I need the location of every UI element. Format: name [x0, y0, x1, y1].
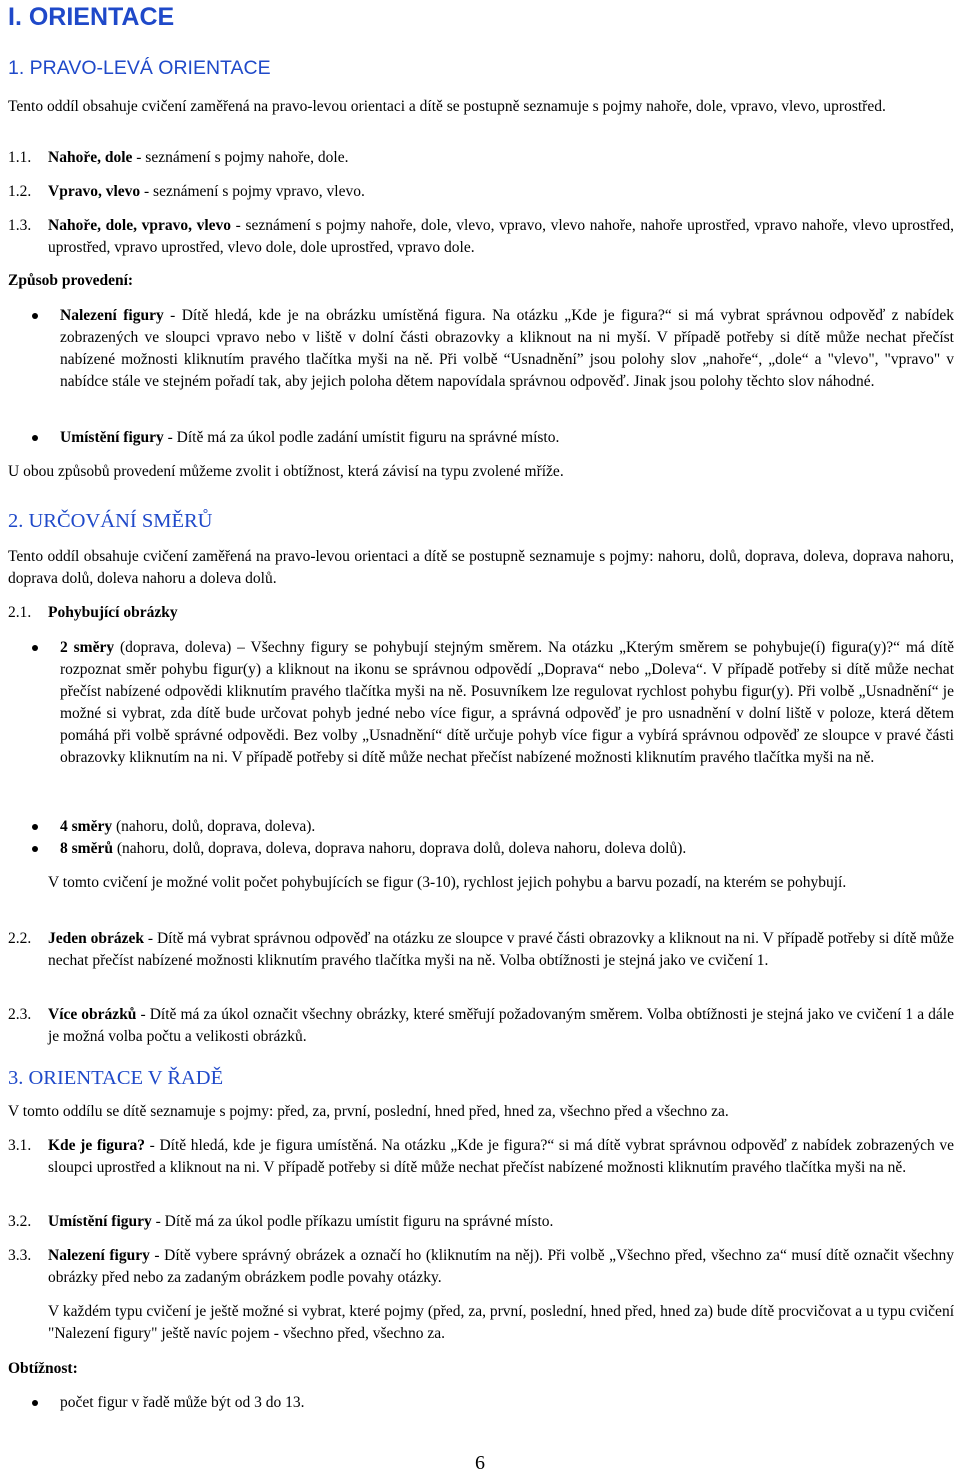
- bullet-icon: [32, 1400, 38, 1406]
- section-2-heading: [8, 508, 212, 534]
- item-label: Jeden obrázek: [48, 930, 145, 947]
- item-text: - Dítě vybere správný obrázek a označí ho (kliknutím na něj). Při volbě „Všechno před, všechno za“ musí dítě označit všechny obrázky před nebo za zadaným obrázkem podle povahy otázky.: [48, 1247, 954, 1286]
- bullet-icon: [32, 645, 38, 651]
- section-1-outro: U obou způsobů provedení můžeme zvolit i obtížnost, která závisí na typu zvolené mříže.: [8, 463, 564, 480]
- section-1-intro: Tento oddíl obsahuje cvičení zaměřená na pravo-levou orientaci a dítě se postupně seznamuje s pojmy nahoře, dole, vpravo, vlevo, uprostřed.: [8, 98, 886, 115]
- bullet-2-directions: [32, 637, 954, 769]
- bullet-text: (doprava, doleva) – Všechny figury se pohybují stejným směrem. Na otázku „Kterým směrem se pohybuje(í) figura(y)?“ má dítě rozpoznat směr pohybu figur(y) a kliknout na ikonu se správnou odpovědí „Doprava“ nebo „Doleva“. V případě potřeby si dítě může nechat přečíst nabízené odpovědi kliknutím pravého tlačítka myši na ně. Posuvníkem lze regulovat rychlost pohybu figur(y). Při volbě „Usnadnění“ je možné si vybrat, zda dítě bude určovat pohyb jedné nebo více figur, a správná odpověď je pro usnadnění v dolní liště v poloze, která dětem pomáhá při volbě správné odpovědi. Bez volby „Usnadnění“ dítě určuje pohyb více figur a vybírá správnou odpověď ze sloupce v pravé části obrazovky kliknutím na ni. V případě potřeby si dítě může nechat přečíst nabízené možnosti kliknutím pravého tlačítka myši na ně.: [60, 639, 955, 766]
- item-label: Vpravo, vlevo: [48, 183, 141, 200]
- section-2-intro: Tento oddíl obsahuje cvičení zaměřená na pravo-levou orientaci a dítě se postupně seznamuje s pojmy: nahoru, dolů, doprava, doleva, doprava nahoru, doprava dolů, doleva nahoru a doleva dolů.: [8, 548, 954, 587]
- item-3-1: [8, 1135, 954, 1179]
- item-text: - seznámení s pojmy nahoře, dole.: [132, 149, 349, 166]
- item-3-2: [8, 1211, 954, 1233]
- bullet-4-directions: [32, 816, 954, 838]
- section-title: URČOVÁNÍ SMĚRŮ: [28, 510, 213, 532]
- item-number: 1.1.: [8, 149, 32, 166]
- sub-2-1-note: V tomto cvičení je možné volit počet pohybujících se figur (3-10), rychlost jejich pohybu a barvu pozadí, na kterém se pohybují.: [48, 874, 847, 891]
- item-number: 3.1.: [8, 1137, 32, 1154]
- item-label: Nahoře, dole, vpravo, vlevo: [48, 217, 232, 234]
- method-label: Způsob provedení:: [8, 272, 134, 289]
- section-3-note: V každém typu cvičení je ještě možné si vybrat, které pojmy (před, za, první, poslední, hned před, hned za) bude dítě procvičovat a u typu cvičení "Nalezení figury" ještě navíc pojem - všechno před, všechno za.: [48, 1303, 954, 1342]
- item-2-3: [8, 1004, 954, 1048]
- section-1-heading: 1. PRAVO-LEVÁ ORIENTACE: [8, 57, 271, 79]
- item-text: - seznámení s pojmy vpravo, vlevo.: [140, 183, 365, 200]
- bullet-text: - Dítě hledá, kde je na obrázku umístěná figura. Na otázku „Kde je figura?“ si má vybrat správnou odpověď z nabídek zobrazených ve sloupci vpravo nebo v liště v dolní části obrazovky a kliknout na ni myší. V případě potřeby si dítě může nechat přečíst nabízené možnosti kliknutím pravého tlačítka myši na ně. Při volbě “Usnadnění” jsou polohy slov „nahoře“, „dole“ a "vlevo", "vpravo" v nabídce stále ve stejném pořadí tak, aby jejich poloha dětem napovídala správnou odpověď. Jinak jsou polohy těchto slov náhodné.: [60, 307, 954, 390]
- bullet-label: 8 směrů: [60, 840, 113, 857]
- item-text: - Dítě má za úkol podle příkazu umístit figuru na správné místo.: [151, 1213, 554, 1230]
- difficulty-bullet: [32, 1392, 954, 1414]
- item-label: Pohybující obrázky: [48, 604, 178, 621]
- item-label: Kde je figura?: [48, 1137, 146, 1154]
- bullet-text: - Dítě má za úkol podle zadání umístit figuru na správné místo.: [163, 429, 560, 446]
- bullet-label: 4 směry: [60, 818, 113, 835]
- item-label: Nalezení figury: [48, 1247, 150, 1264]
- section-number: 2.: [8, 510, 24, 532]
- section-number: 3.: [8, 1067, 24, 1089]
- item-1-2: [8, 181, 954, 203]
- item-number: 3.2.: [8, 1213, 32, 1230]
- page-number: 6: [475, 1452, 485, 1474]
- bullet-icon: [32, 824, 38, 830]
- item-number: 2.2.: [8, 930, 32, 947]
- bullet-8-directions: [32, 838, 954, 860]
- item-label: Nahoře, dole: [48, 149, 133, 166]
- section-3-intro: V tomto oddílu se dítě seznamuje s pojmy: před, za, první, poslední, hned před, hned za, všechno před a všechno za.: [8, 1103, 729, 1120]
- chapter-title: I. ORIENTACE: [8, 3, 175, 31]
- item-number: 1.2.: [8, 183, 32, 200]
- section-3-heading: [8, 1065, 223, 1091]
- item-number: 2.3.: [8, 1006, 32, 1023]
- bullet-text: počet figur v řadě může být od 3 do 13.: [60, 1394, 305, 1411]
- bullet-text: (nahoru, dolů, doprava, doleva).: [112, 818, 316, 835]
- item-number: 2.1.: [8, 604, 32, 621]
- bullet-icon: [32, 313, 38, 319]
- item-label: Více obrázků: [48, 1006, 137, 1023]
- difficulty-label: Obtížnost:: [8, 1360, 78, 1377]
- item-1-1: [8, 147, 954, 169]
- bullet-label: 2 směry: [60, 639, 115, 656]
- bullet-icon: [32, 435, 38, 441]
- bullet-label: Umístění figury: [60, 429, 164, 446]
- item-label: Umístění figury: [48, 1213, 152, 1230]
- method-bullet-find-figure: [32, 305, 954, 393]
- item-text: - seznámení s pojmy nahoře, dole, vlevo, vpravo, vlevo nahoře, nahoře uprostřed, vpravo nahoře, vlevo uprostřed, uprostřed, vpravo uprostřed, vlevo dole, dole uprostřed, vpravo dole.: [48, 217, 954, 256]
- item-2-1: [8, 602, 954, 624]
- section-title: ORIENTACE V ŘADĚ: [28, 1067, 224, 1089]
- method-bullet-place-figure: [32, 427, 954, 449]
- item-number: 1.3.: [8, 217, 32, 234]
- item-1-3: [8, 215, 954, 259]
- item-3-3: [8, 1245, 954, 1289]
- bullet-label: Nalezení figury: [60, 307, 164, 324]
- item-text: - Dítě má vybrat správnou odpověď na otázku ze sloupce v pravé části obrazovky a kliknout na ni. V případě potřeby si dítě může nechat přečíst nabízené možnosti kliknutím pravého tlačítka myši na ně. Volba obtížnosti je stejná jako ve cvičení 1.: [48, 930, 954, 969]
- item-number: 3.3.: [8, 1247, 32, 1264]
- item-2-2: [8, 928, 954, 972]
- item-text: - Dítě má za úkol označit všechny obrázky, které směřují požadovaným směrem. Volba obtížnosti je stejná jako ve cvičení 1 a dále je možná volba počtu a velikosti obrázků.: [48, 1006, 954, 1045]
- bullet-icon: [32, 846, 38, 852]
- bullet-text: (nahoru, dolů, doprava, doleva, doprava nahoru, doprava dolů, doleva nahoru, doleva dolů).: [112, 840, 687, 857]
- item-text: - Dítě hledá, kde je figura umístěná. Na otázku „Kde je figura?“ si má dítě vybrat správnou odpověď z nabídek zobrazených ve sloupci uprostřed a kliknout na ni. V případě potřeby si dítě může nechat přečíst nabízené možnosti kliknutím pravého tlačítka myši na ně.: [48, 1137, 954, 1176]
